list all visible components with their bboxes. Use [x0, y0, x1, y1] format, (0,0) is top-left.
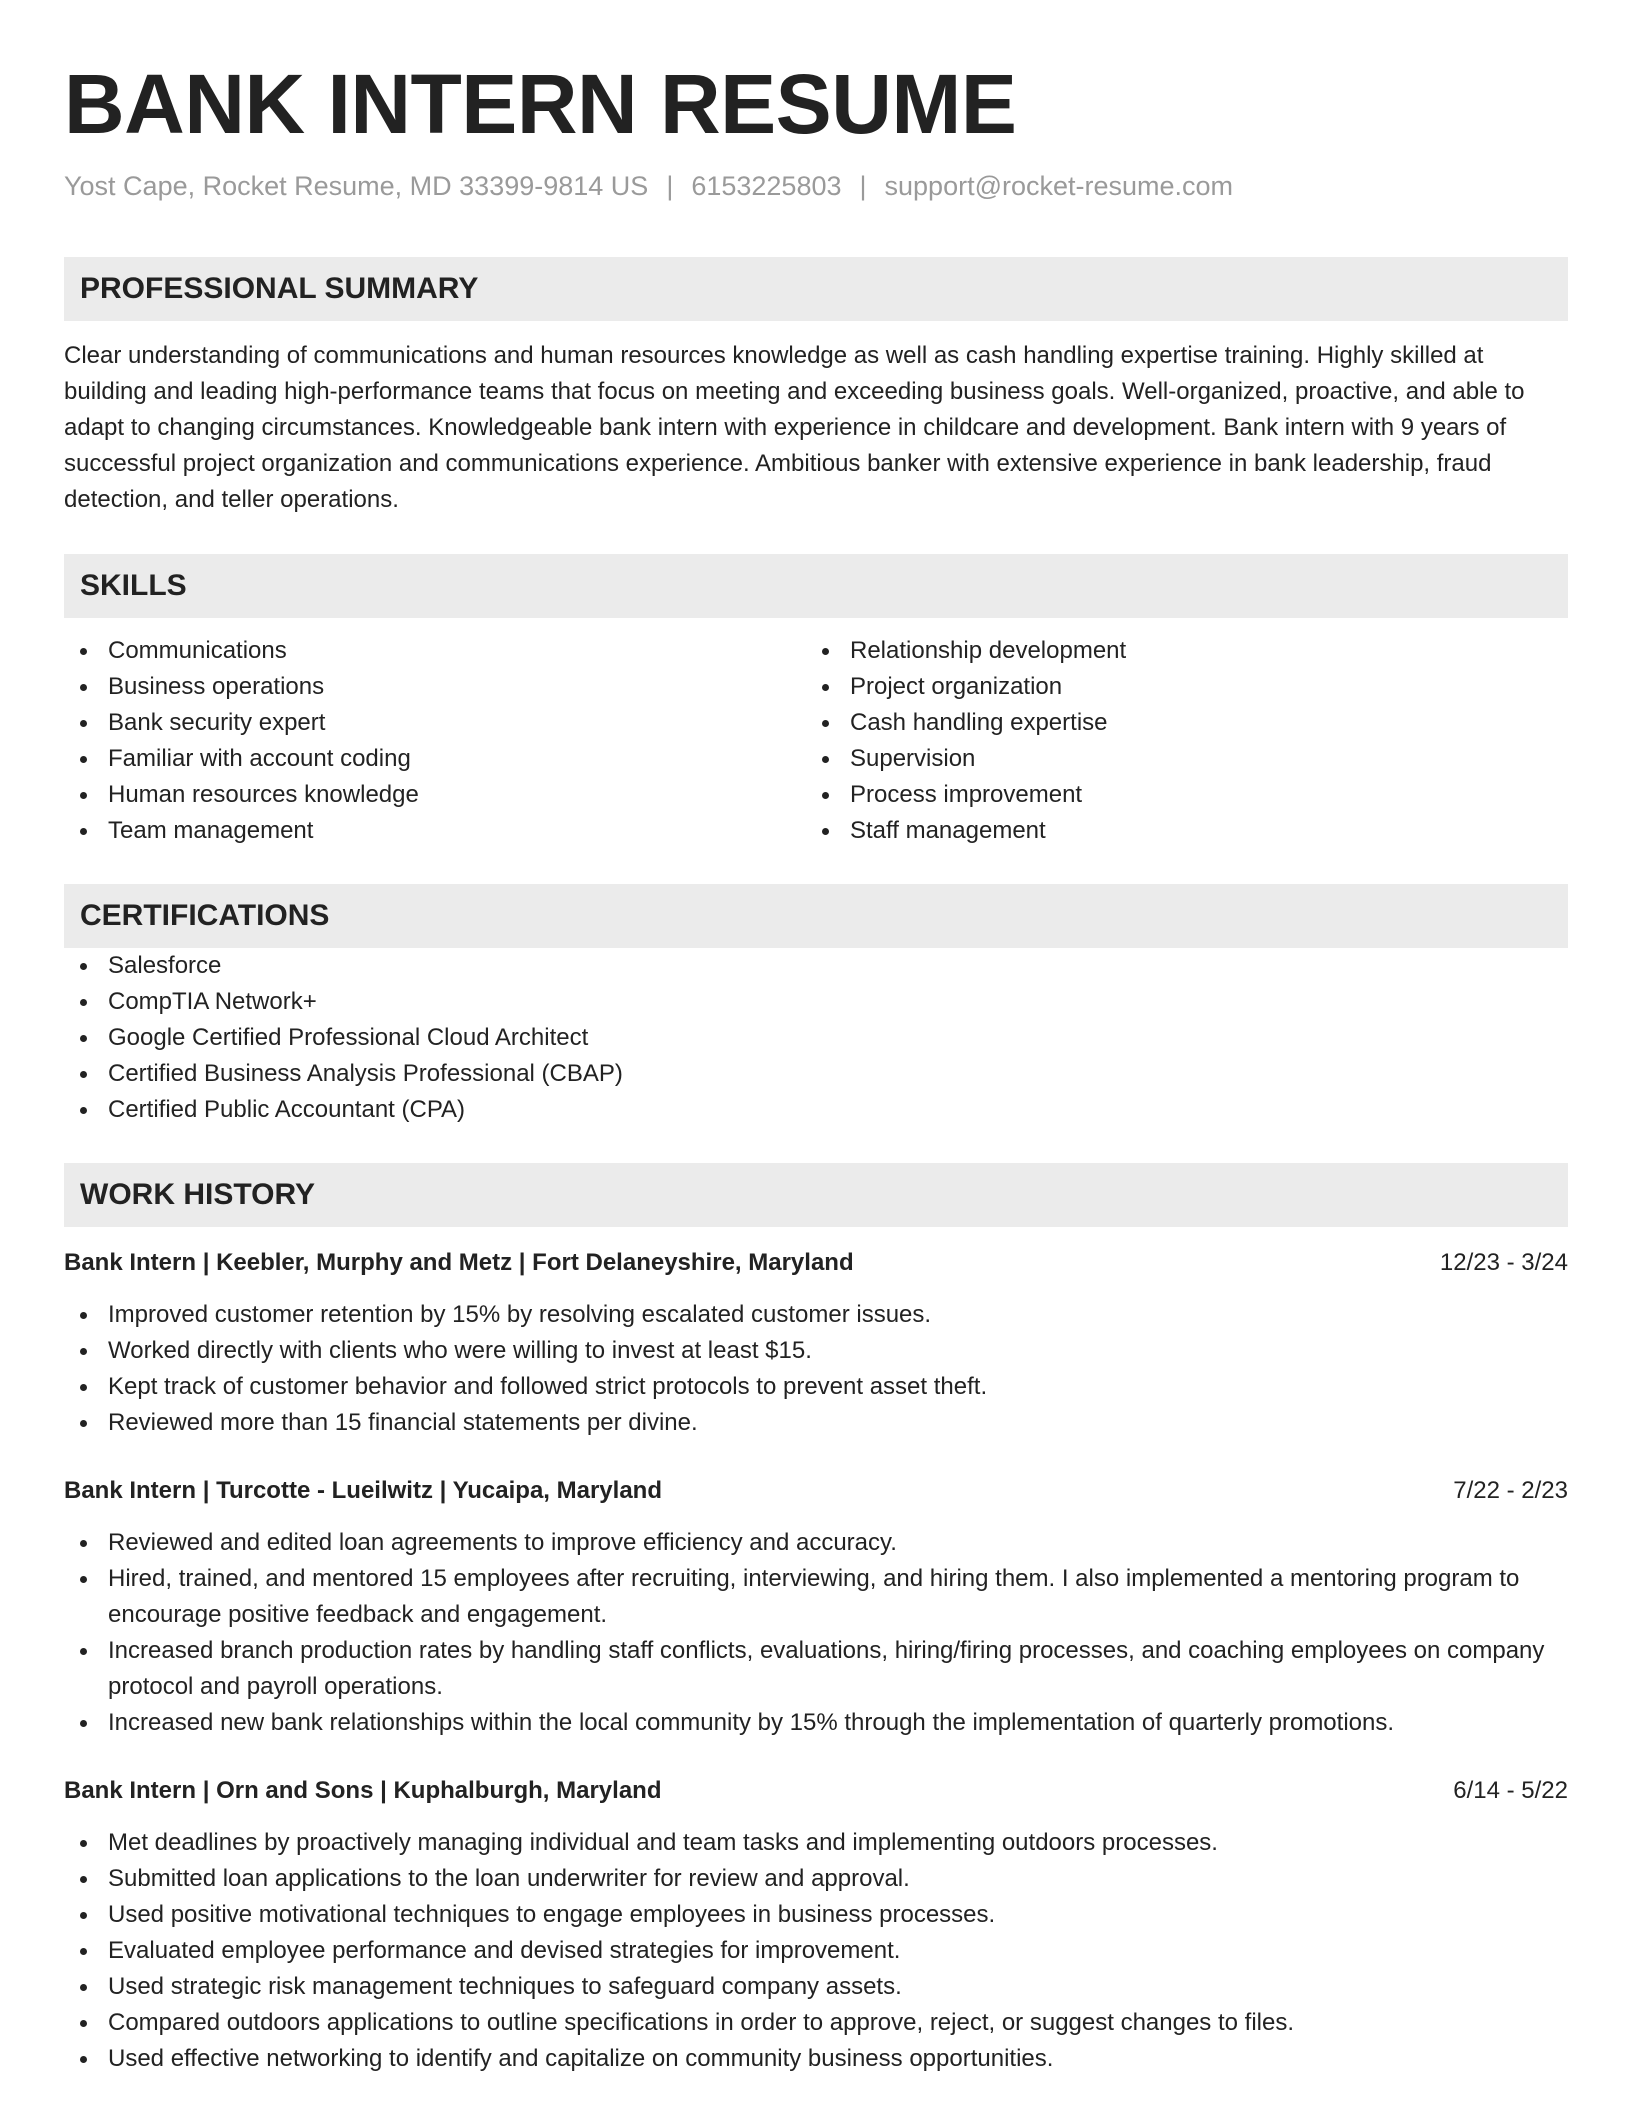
skill-item: Project organization [806, 669, 1548, 705]
job-entry [64, 1773, 1568, 2077]
job-bullet: Hired, trained, and mentored 15 employees after recruiting, interviewing, and hiring them. I also implemented a mentoring program to encourage positive feedback and engagement. [64, 1561, 1568, 1633]
job-bullet: Kept track of customer behavior and followed strict protocols to prevent asset theft. [64, 1369, 1568, 1405]
contact-email: support@rocket-resume.com [884, 171, 1234, 201]
job-bullet: Reviewed and edited loan agreements to improve efficiency and accuracy. [64, 1525, 1568, 1561]
skills-left-list [64, 633, 806, 849]
contact-separator: | [666, 171, 674, 201]
job-bullet: Used effective networking to identify and capitalize on community business opportunities. [64, 2041, 1568, 2077]
resume-title: BANK INTERN RESUME [64, 57, 1017, 151]
job-bullet: Reviewed more than 15 financial statements per divine. [64, 1405, 1568, 1441]
skill-item: Supervision [806, 741, 1548, 777]
resume-page [64, 0, 1568, 2077]
job-bullets [64, 1825, 1568, 2077]
contact-separator: | [859, 171, 867, 201]
contact-line [64, 168, 1568, 204]
job-bullets [64, 1525, 1568, 1741]
skill-item: Cash handling expertise [806, 705, 1548, 741]
summary-heading: PROFESSIONAL SUMMARY [64, 257, 1568, 321]
certification-item: CompTIA Network+ [64, 984, 1568, 1020]
skills-right-list [806, 633, 1548, 849]
job-bullet: Used strategic risk management techniques to safeguard company assets. [64, 1969, 1568, 2005]
job-bullet: Met deadlines by proactively managing individual and team tasks and implementing outdoors processes. [64, 1825, 1568, 1861]
job-dates: 6/14 - 5/22 [1453, 1777, 1568, 1804]
work-history-heading: WORK HISTORY [64, 1163, 1568, 1227]
certification-item: Salesforce [64, 948, 1568, 984]
job-header [64, 1245, 1568, 1281]
certifications-list [64, 948, 1568, 1128]
skills-section [64, 554, 1568, 849]
job-header [64, 1473, 1568, 1509]
job-bullet: Evaluated employee performance and devised strategies for improvement. [64, 1933, 1568, 1969]
work-history-section [64, 1163, 1568, 2077]
job-title: Bank Intern | Turcotte - Lueilwitz | Yucaipa, Maryland [64, 1477, 662, 1504]
job-dates: 12/23 - 3/24 [1439, 1249, 1568, 1276]
skill-item: Process improvement [806, 777, 1548, 813]
skill-item: Staff management [806, 813, 1548, 849]
job-bullet: Used positive motivational techniques to engage employees in business processes. [64, 1897, 1568, 1933]
job-entry [64, 1473, 1568, 1741]
job-header [64, 1773, 1568, 1809]
summary-text: Clear understanding of communications and human resources knowledge as well as cash handling expertise training. Highly skilled at building and leading high-performance teams that focus on meeting and exceeding business goals. Well-organized, proactive, and able to adapt to changing circumstances. Knowledgeable bank intern with experience in childcare and development. Bank intern with 9 years of successful project organization and communications experience. Ambitious banker with extensive experience in bank leadership, fraud detection, and teller operations. [64, 342, 1525, 513]
contact-phone: 6153225803 [691, 171, 842, 201]
job-bullet: Worked directly with clients who were willing to invest at least $15. [64, 1333, 1568, 1369]
skill-item: Human resources knowledge [64, 777, 806, 813]
skill-item: Team management [64, 813, 806, 849]
job-bullet: Submitted loan applications to the loan underwriter for review and approval. [64, 1861, 1568, 1897]
job-bullet: Improved customer retention by 15% by resolving escalated customer issues. [64, 1297, 1568, 1333]
job-bullet: Compared outdoors applications to outline specifications in order to approve, reject, or suggest changes to files. [64, 2005, 1568, 2041]
certification-item: Certified Public Accountant (CPA) [64, 1092, 1568, 1128]
job-dates: 7/22 - 2/23 [1453, 1477, 1568, 1504]
skills-grid [64, 633, 1568, 849]
skill-item: Bank security expert [64, 705, 806, 741]
skill-item: Relationship development [806, 633, 1548, 669]
contact-address: Yost Cape, Rocket Resume, MD 33399-9814 US [64, 171, 649, 201]
job-bullet: Increased branch production rates by handling staff conflicts, evaluations, hiring/firing processes, and coaching employees on company protocol and payroll operations. [64, 1633, 1568, 1705]
job-title: Bank Intern | Keebler, Murphy and Metz | Fort Delaneyshire, Maryland [64, 1249, 854, 1276]
certifications-heading: CERTIFICATIONS [64, 884, 1568, 948]
certification-item: Certified Business Analysis Professional (CBAP) [64, 1056, 1568, 1092]
job-title: Bank Intern | Orn and Sons | Kuphalburgh, Maryland [64, 1777, 662, 1804]
job-bullet: Increased new bank relationships within the local community by 15% through the implementation of quarterly promotions. [64, 1705, 1568, 1741]
certification-item: Google Certified Professional Cloud Architect [64, 1020, 1568, 1056]
certifications-section [64, 884, 1568, 1128]
skills-heading: SKILLS [64, 554, 1568, 618]
skill-item: Familiar with account coding [64, 741, 806, 777]
skill-item: Communications [64, 633, 806, 669]
skill-item: Business operations [64, 669, 806, 705]
job-entry [64, 1245, 1568, 1441]
summary-section [64, 257, 1568, 518]
job-bullets [64, 1297, 1568, 1441]
